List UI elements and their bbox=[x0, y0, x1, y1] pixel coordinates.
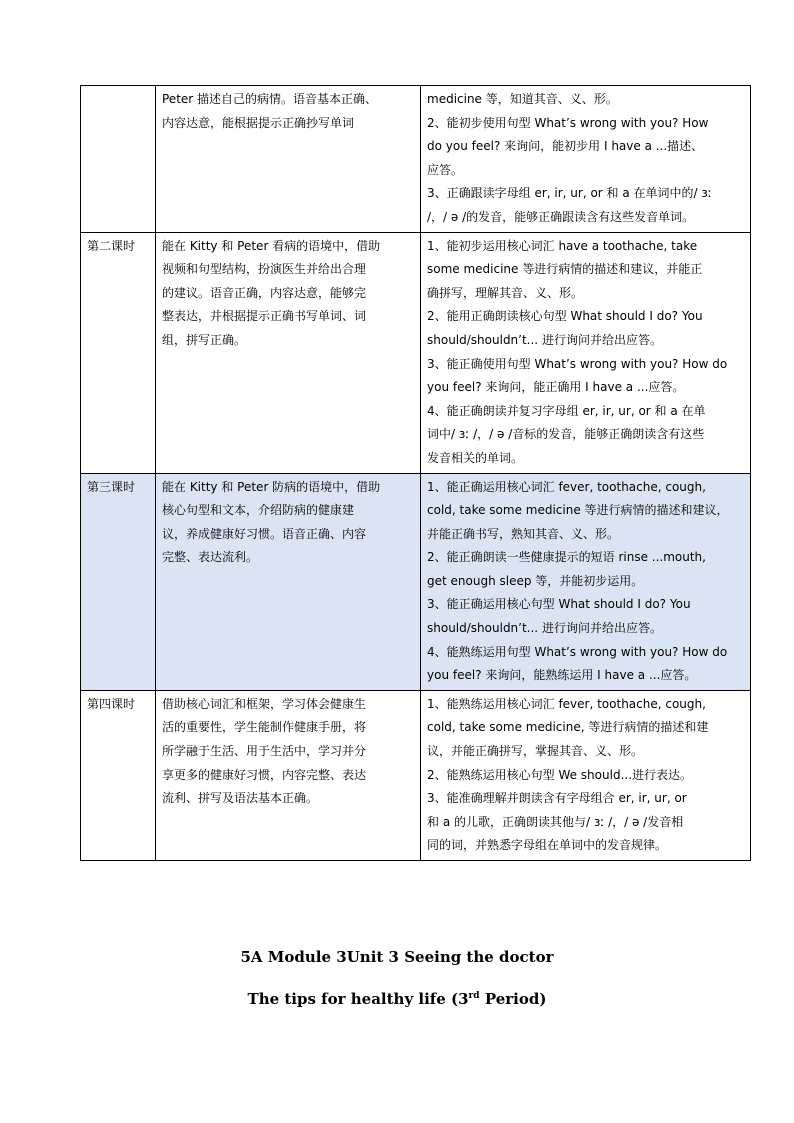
period-cell bbox=[81, 232, 156, 473]
period-cell bbox=[81, 690, 156, 860]
period-label: 第二课时 bbox=[87, 238, 136, 253]
goal-line: 内容达意，能根据提示正确抄写单词 bbox=[162, 115, 355, 130]
goal-line: 组，拼写正确。 bbox=[162, 332, 247, 347]
objective-line: /，/ ə /的发音，能够正确跟读含有这些发音单词。 bbox=[427, 209, 695, 224]
objective-line: 1、能熟练运用核心词汇 fever, toothache, cough, bbox=[427, 696, 706, 711]
goal-line: 完整、表达流利。 bbox=[162, 550, 259, 565]
goal-line: 能在 Kitty 和 Peter 看病的语境中，借助 bbox=[162, 238, 381, 253]
unit-title bbox=[0, 948, 794, 966]
objective-line: 3、能正确使用句型 What’s wrong with you? How do bbox=[427, 356, 728, 371]
period-label: 第三课时 bbox=[87, 479, 136, 494]
period-cell bbox=[81, 473, 156, 690]
objectives-cell bbox=[421, 473, 751, 690]
objective-line: 发音相关的单词。 bbox=[427, 450, 524, 465]
goal-cell bbox=[156, 690, 421, 860]
objective-line: 1、能初步运用核心词汇 have a toothache, take bbox=[427, 238, 698, 253]
lesson-objectives-table bbox=[80, 85, 751, 861]
objective-line: you feel? 来询问，能正确用 I have a ...应答。 bbox=[427, 380, 685, 395]
goal-line: 借助核心词汇和框架，学习体会健康生 bbox=[162, 696, 367, 711]
objectives-cell bbox=[421, 86, 751, 233]
objective-line: 应答。 bbox=[427, 162, 464, 177]
objective-line: medicine 等，知道其音、义、形。 bbox=[427, 92, 618, 106]
objectives-cell bbox=[421, 232, 751, 473]
objective-line: 2、能初步使用句型 What’s wrong with you? How bbox=[427, 115, 709, 130]
objective-line: should/shouldn’t... 进行询问并给出应答。 bbox=[427, 621, 662, 636]
objective-line: 4、能熟练运用句型 What’s wrong with you? How do bbox=[427, 644, 728, 659]
goal-cell bbox=[156, 86, 421, 233]
objective-line: 确拼写，理解其音、义、形。 bbox=[427, 285, 584, 300]
objective-line: should/shouldn’t... 进行询问并给出应答。 bbox=[427, 332, 662, 347]
objective-line: cold, take some medicine, 等进行病情的描述和建 bbox=[427, 720, 709, 735]
objective-line: cold, take some medicine 等进行病情的描述和建议， bbox=[427, 503, 729, 518]
goal-line: 流利、拼写及语法基本正确。 bbox=[162, 791, 319, 806]
unit-title-text: 5A Module 3Unit 3 Seeing the doctor bbox=[240, 948, 554, 966]
objective-line: 2、能用正确朗读核心句型 What should I do? You bbox=[427, 309, 703, 324]
objective-line: 3、正确跟读字母组 er, ir, ur, or 和 a 在单词中的/ ɜː bbox=[427, 186, 712, 201]
objective-line: 2、能熟练运用核心句型 We should...进行表达。 bbox=[427, 767, 693, 782]
table-row bbox=[81, 86, 751, 233]
period-title bbox=[0, 990, 794, 1008]
period-title-text: The tips for healthy life (3 bbox=[247, 990, 469, 1008]
period-label: 第四课时 bbox=[87, 696, 136, 711]
goal-line: 能在 Kitty 和 Peter 防病的语境中，借助 bbox=[162, 479, 381, 494]
objective-line: 并能正确书写，熟知其音、义、形。 bbox=[427, 526, 620, 541]
goal-line: 所学融于生活、用于生活中，学习并分 bbox=[162, 744, 367, 759]
period-cell bbox=[81, 86, 156, 233]
objective-line: 3、能正确运用核心句型 What should I do? You bbox=[427, 597, 691, 612]
period-title-superscript: rd bbox=[468, 991, 480, 1001]
objective-line: 1、能正确运用核心词汇 fever, toothache, cough, bbox=[427, 479, 706, 494]
goal-line: 核心句型和文本，介绍防病的健康建 bbox=[162, 503, 355, 518]
objective-line: some medicine 等进行病情的描述和建议，并能正 bbox=[427, 262, 703, 277]
goal-cell bbox=[156, 473, 421, 690]
period-title-suffix: Period) bbox=[479, 990, 547, 1008]
objective-line: 4、能正确朗读并复习字母组 er, ir, ur, or 和 a 在单 bbox=[427, 403, 706, 418]
objective-line: do you feel? 来询问，能初步用 I have a ...描述、 bbox=[427, 139, 704, 154]
objective-line: you feel? 来询问，能熟练运用 I have a ...应答。 bbox=[427, 668, 697, 683]
objective-line: 和 a 的儿歌，正确朗读其他与/ ɜː /，/ ə /发音相 bbox=[427, 814, 684, 829]
objective-line: 词中/ ɜː /，/ ə /音标的发音，能够正确朗读含有这些 bbox=[427, 427, 705, 442]
table-row bbox=[81, 473, 751, 690]
table-row bbox=[81, 690, 751, 860]
objective-line: 3、能准确理解并朗读含有字母组合 er, ir, ur, or bbox=[427, 791, 687, 806]
goal-line: 的建议。语音正确，内容达意，能够完 bbox=[162, 285, 367, 300]
goal-line: 活的重要性，学生能制作健康手册，将 bbox=[162, 720, 367, 735]
goal-line: Peter 描述自己的病情。语音基本正确、 bbox=[162, 92, 378, 106]
goal-line: 享更多的健康好习惯，内容完整、表达 bbox=[162, 767, 367, 782]
goal-line: 整表达，并根据提示正确书写单词、词 bbox=[162, 309, 367, 324]
table-row bbox=[81, 232, 751, 473]
goal-cell bbox=[156, 232, 421, 473]
objective-line: 议，并能正确拼写，掌握其音、义、形。 bbox=[427, 744, 644, 759]
goal-line: 视频和句型结构，扮演医生并给出合理 bbox=[162, 262, 367, 277]
objective-line: 同的词，并熟悉字母组在单词中的发音规律。 bbox=[427, 838, 668, 853]
goal-line: 议，养成健康好习惯。语音正确、内容 bbox=[162, 526, 367, 541]
objectives-cell bbox=[421, 690, 751, 860]
objective-line: 2、能正确朗读一些健康提示的短语 rinse ...mouth, bbox=[427, 550, 706, 565]
objective-line: get enough sleep 等，并能初步运用。 bbox=[427, 573, 644, 588]
